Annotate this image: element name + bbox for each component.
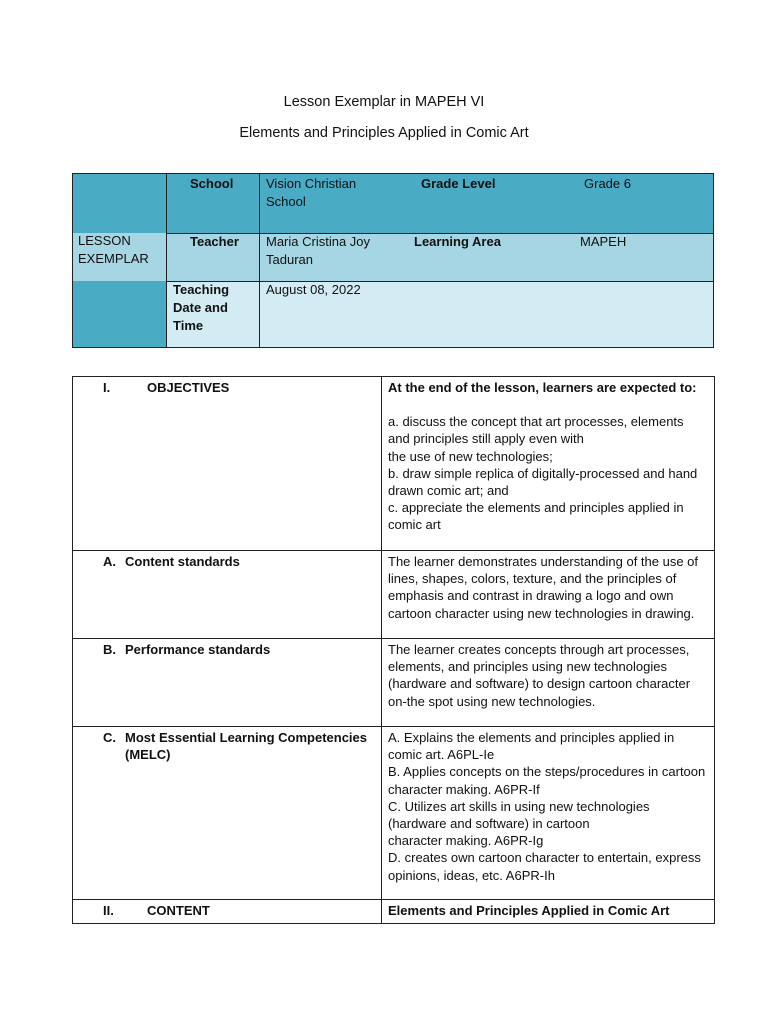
melc-value-cell [382, 727, 715, 900]
competency-item: B. Applies concepts on the steps/procedures in cartoon character making. A6PR-If [388, 764, 706, 797]
objectives-intro: At the end of the lesson, learners are expected to: [388, 380, 697, 395]
objective-item: b. draw simple replica of digitally-processed and hand drawn comic art; and [388, 465, 698, 499]
competency-item: A. Explains the elements and principles applied in comic art. A6PL-Ie [388, 730, 675, 763]
item-letter: B. [103, 642, 116, 657]
item-letter: C. [103, 730, 116, 745]
performance-standards-label: Performance standards [125, 642, 271, 657]
performance-standards-label-cell [73, 639, 382, 727]
objective-item: the use of new technologies; [388, 448, 553, 464]
grade-level-label: Grade Level [421, 176, 496, 191]
content-value: Elements and Principles Applied in Comic Art [382, 900, 715, 924]
section-number: I. [103, 380, 111, 395]
objective-item: a. discuss the concept that art processes, elements and principles still apply even with [388, 414, 684, 447]
divider [259, 174, 260, 347]
content-label: CONTENT [147, 903, 210, 918]
competency-item: character making. A6PR-Ig [388, 833, 544, 849]
table-row [73, 639, 715, 727]
teacher-value: Maria Cristina Joy Taduran [266, 234, 371, 267]
teacher-label: Teacher [190, 234, 239, 249]
objectives-label-cell [73, 377, 382, 551]
melc-label-cell [73, 727, 382, 900]
item-letter: A. [103, 554, 116, 569]
section-number: II. [103, 903, 114, 918]
content-standards-value: The learner demonstrates understanding of the use of lines, shapes, colors, texture, and the principles of emphasis and contrast in drawing a logo and own cartoon character using new technologies in drawing. [382, 551, 715, 639]
document-subtitle: Elements and Principles Applied in Comic Art [239, 125, 529, 141]
table-row [73, 900, 715, 924]
objectives-label: OBJECTIVES [147, 380, 230, 395]
content-label-cell [73, 900, 382, 924]
melc-label: Most Essential Learning Competencies [125, 730, 368, 745]
learning-area-value: MAPEH [580, 234, 627, 249]
teaching-date-label: Teaching Date and Time [173, 282, 230, 333]
table-row [73, 727, 715, 900]
objectives-value-cell [382, 377, 715, 551]
table-row [73, 551, 715, 639]
school-label: School [190, 176, 234, 191]
competency-item: C. Utilizes art skills in using new technologies (hardware and software) in cartoon [388, 798, 650, 832]
lesson-info-table [72, 173, 714, 348]
content-standards-label: Content standards [125, 554, 240, 569]
grade-level-value: Grade 6 [584, 176, 631, 191]
side-cell-top [73, 174, 166, 233]
competency-item: D. creates own cartoon character to entertain, express opinions, ideas, etc. A6PR-Ih [388, 850, 701, 883]
side-cell-bottom [73, 281, 166, 347]
learning-area-label: Learning Area [414, 234, 501, 249]
performance-standards-value: The learner creates concepts through art processes, elements, and principles using new technologies (hardware and software) to design cartoon character on-the spot using new technologies. [382, 639, 715, 727]
table-row [73, 377, 715, 551]
teaching-date-value: August 08, 2022 [266, 282, 361, 297]
objective-item: c. appreciate the elements and principles applied in comic art [388, 500, 684, 533]
school-value: Vision Christian School [266, 176, 357, 209]
lesson-plan-table [72, 376, 715, 924]
divider [166, 174, 167, 347]
melc-label-abbrev: (MELC) [125, 747, 171, 763]
content-standards-label-cell [73, 551, 382, 639]
lesson-exemplar-label: LESSON EXEMPLAR [78, 233, 149, 266]
document-title: Lesson Exemplar in MAPEH VI [283, 94, 485, 110]
